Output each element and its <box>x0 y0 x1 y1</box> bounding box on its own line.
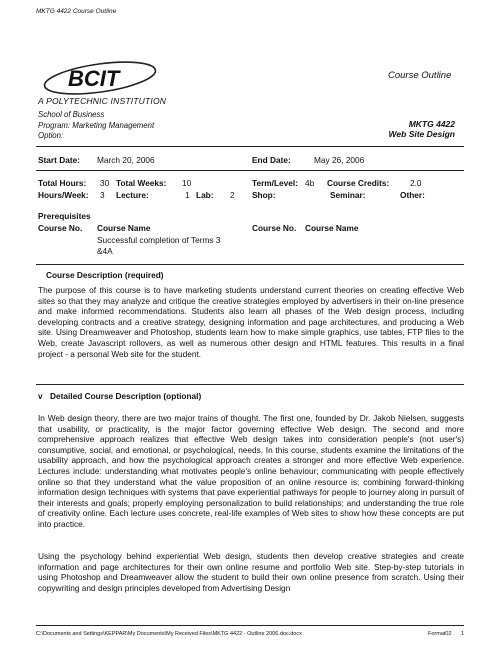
divider <box>36 146 464 147</box>
footer-path: C:\Documents and Settings\KEPPAR\My Documents\My Received Files\MKTG 4422 - Outline 2006.doc.docx <box>36 631 302 637</box>
prereq-row-line1: Successful completion of Terms 3 <box>97 235 221 245</box>
school-block <box>38 110 154 142</box>
lecture-value: 1 <box>185 190 190 200</box>
other-label: Other: <box>400 190 425 200</box>
logo-text: BCIT <box>68 66 120 91</box>
term-value: 4b <box>305 178 315 188</box>
bcit-logo <box>38 56 168 100</box>
total-weeks-value: 10 <box>182 178 192 188</box>
polytechnic-tagline: A POLYTECHNIC INSTITUTION <box>38 96 167 106</box>
footer-meta <box>428 631 464 637</box>
description-text: The purpose of this course is to have marketing students understand current theories on creating effective Web sites so that they may analyze and critique the creative strategies employed by advertisers in their on-line presence and make informed recommendations. Students also learn all phases of the Web design process, including developing contracts and a creative strategy, designing information and page architectures, and producing a Web site. Using Dreamweaver and Photoshop, students learn how to make simple graphics, use tables, FTP files to the Web, create Javascript rollovers, as well as numerous other design and HTML features. This results in a final project - a personal Web site for the student. <box>38 285 464 359</box>
credits-value: 2.0 <box>410 178 422 188</box>
detailed-bullet: v <box>38 391 43 401</box>
school-name: School of Business <box>38 110 105 119</box>
footer-page: 1 <box>461 631 465 637</box>
detailed-heading: Detailed Course Description (optional) <box>50 391 202 401</box>
prereq-col-no-2: Course No. <box>252 223 297 233</box>
start-date-value: March 20, 2006 <box>97 155 155 165</box>
end-date-value: May 26, 2006 <box>314 155 365 165</box>
course-title: Web Site Design <box>388 129 455 139</box>
program-name: Program: Marketing Management <box>38 120 155 130</box>
prereq-title: Prerequisites <box>38 211 91 221</box>
footer-divider <box>36 625 464 626</box>
page-header: MKTG 4422 Course Outline <box>36 8 117 15</box>
lab-value: 2 <box>230 190 235 200</box>
end-date-label: End Date: <box>252 155 291 165</box>
prereq-col-no: Course No. <box>38 223 83 233</box>
detailed-para-2: Using the psychology behind experiential Web design, students then develop creative strategies and create information and page architectures for their own online resume and portfolio Web site. Step-by-step tutorials in using Photoshop and Dreamweaver allow the student to build their own online presence from scratch. Using their copywriting and design principles developed from Advertising Design <box>38 551 464 593</box>
course-code: MKTG 4422 <box>408 119 455 129</box>
prereq-col-name-2: Course Name <box>305 223 359 233</box>
footer-form: Format02 <box>428 631 452 637</box>
seminar-label: Seminar: <box>330 190 366 200</box>
prereq-col-name: Course Name <box>97 223 151 233</box>
description-heading: Course Description (required) <box>46 270 164 280</box>
lab-label: Lab: <box>196 190 214 200</box>
shop-label: Shop: <box>252 190 276 200</box>
hours-week-label: Hours/Week: <box>38 190 89 200</box>
total-weeks-label: Total Weeks: <box>116 178 167 188</box>
detailed-para-1: In Web design theory, there are two major trains of thought. The first one, founded by Dr. Jakob Nielsen, suggests that usability, or practicality, is the major factor governing effective Web design. The second and more comprehensive approach realizes that effective Web design takes into consideration people's (not user's) consumptive, social, and emotional, or psychological, needs. In this course, students examine the limitations of the usability approach, and how the psychological approach creates a stronger and more effective Web experience. Lectures include: understanding what motivates people's online behaviour; communicating with people effectively online so that they understand what the value proposition of an online resource is; combining forward-thinking information design techniques with systems that pave experiential pathways for people to journey along in pursuit of their interests and goals; properly employing personalization to build relationships; and understanding the true role of creativity online. Each lecture uses concrete, real-life examples of Web sites to show how these concepts are put into practice. <box>38 413 464 529</box>
course-id-block <box>389 119 455 139</box>
divider <box>36 170 464 171</box>
term-label: Term/Level: <box>252 178 298 188</box>
total-hours-label: Total Hours: <box>38 178 87 188</box>
start-date-label: Start Date: <box>38 155 80 165</box>
hours-week-value: 3 <box>100 190 105 200</box>
total-hours-value: 30 <box>100 178 110 188</box>
course-outline-label: Course Outline <box>388 70 452 81</box>
divider <box>36 264 464 265</box>
prereq-row-line2: &4A <box>97 246 113 256</box>
credits-label: Course Credits: <box>327 178 390 188</box>
lecture-label: Lecture: <box>116 190 149 200</box>
divider <box>36 384 464 385</box>
option-label: Option: <box>38 131 64 140</box>
